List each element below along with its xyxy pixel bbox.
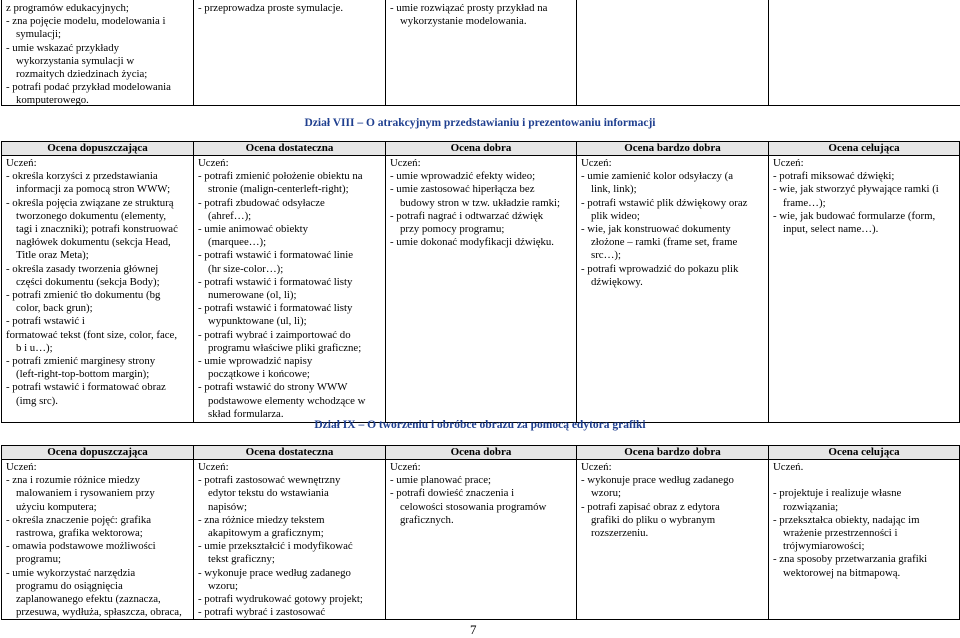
s8-cell-dobra [386,156,577,423]
s9-cell-dobra [386,460,577,620]
s9-cell-celujaca [769,460,960,620]
cell-line: celowości stosowania programów [400,500,547,513]
continuation-row [1,0,960,106]
cell-line: - potrafi nagrać i odtwarzać dźwięk [390,209,544,222]
cell-line: - potrafi zmienić położenie obiektu na [198,170,363,183]
cell-line: wektorowej na bitmapową. [783,566,901,579]
cell-line: - potrafi zmienić tło dokumentu (bg [6,289,161,302]
cell-line: komputerowego. [16,94,89,107]
cell-line: malowaniem i rysowaniem przy [16,487,155,500]
cell-line: tekst graficzny; [208,553,275,566]
s8-cell-dopuszczajaca [2,156,194,423]
cell-line: - określa znaczenie pojęć: grafika [6,513,152,526]
section9-content-row [2,460,960,620]
s9-cell-bardzo-dobra [577,460,769,620]
cell-line: link, link); [591,183,637,196]
cell-line: - wie, jak budować formularze (form, [773,209,936,222]
cell-line: Uczeń: [6,461,37,473]
cell-line: - umie wprowadzić napisy [198,355,313,368]
cell-line: - potrafi dowieść znaczenia i [390,487,515,500]
cell-line: - potrafi wstawić i formatować listy [198,275,353,288]
top-cell-2 [194,0,386,105]
cell-line: (img src). [16,394,58,407]
s8-cell-celujaca [769,156,960,423]
cell-line: Uczeń. [773,461,804,473]
cell-line: - potrafi wybrać i zastosować [198,606,326,619]
cell-line: graficznych. [400,513,454,526]
cell-line: wrażenie przestrzenności i [783,527,898,540]
cell-line: (left-right-top-bottom margin); [16,368,150,381]
s9-cell-dostateczna [194,460,386,620]
cell-line: tagi i znaczniki); potrafi konstruować [16,223,178,236]
cell-line: - umie wykorzystać narzędzia [6,566,136,579]
top-cell-4 [577,0,769,105]
cell-line: input, select name…). [783,223,879,236]
cell-line: wykorzystanie modelowania. [400,15,527,28]
cell-line: edytor tekstu do wstawiania [208,487,329,500]
header-bardzo-dobra: Ocena bardzo dobra [577,142,769,156]
cell-line: Uczeń: [773,157,804,169]
cell-line: - umie dokonać modyfikacji dźwięku. [390,236,555,249]
top-cell-3 [386,0,577,105]
cell-line: frame…); [783,196,826,209]
cell-line: numerowane (ol, li); [208,289,297,302]
cell-line: rozszerzeniu. [591,527,649,540]
cell-line: tworzonego dokumentu (elementy, [16,209,167,222]
cell-line: z programów edukacyjnych; [6,2,129,14]
cell-line: - zna sposoby przetwarzania grafiki [773,553,928,566]
cell-line: (hr size-color…); [208,262,284,275]
cell-line: - potrafi wydrukować gotowy projekt; [198,593,363,606]
header-celujaca: Ocena celująca [769,142,960,156]
cell-line: części dokumentu (sekcja Body); [16,275,160,288]
section8-content-row [2,156,960,423]
cell-line: color, back grun); [16,302,93,315]
section8-table [1,141,960,423]
cell-line: - umie wskazać przykłady [6,41,120,54]
cell-line: skład formularza. [208,407,284,420]
cell-line: wykorzystania symulacji w [16,54,135,67]
cell-line: akapitowym a graficznym; [208,527,324,540]
cell-line: - potrafi podać przykład modelowania [6,81,171,94]
cell-line: programu właściwe pliki graficzne; [208,341,362,354]
cell-line: wypunktowane (ul, li); [208,315,307,328]
cell-line: - umie planować prace; [390,474,492,487]
cell-line: - wykonuje prace według zadanego [581,474,734,487]
cell-line: - potrafi wybrać i zaimportować do [198,328,351,341]
header-dopuszczajaca: Ocena dopuszczająca [2,446,194,460]
cell-line: - umie zastosować hiperłącza bez [390,183,535,196]
cell-line: trójwymiarowości; [783,540,865,553]
cell-line: - określa pojęcia związane ze strukturą [6,196,174,209]
cell-line: nagłówek dokumentu (sekcja Head, [16,236,171,249]
cell-line: - wie, jak stworzyć pływające ramki (i [773,183,939,196]
cell-line: - potrafi zmienić marginesy strony [6,355,156,368]
section9-table [1,445,960,620]
cell-line: Uczeń: [198,157,229,169]
top-cell-1 [2,0,194,105]
section8-title: Dział VIII – O atrakcyjnym przedstawianiu i prezentowaniu informacji [304,117,656,129]
cell-line: - umie rozwiązać prosty przykład na [390,2,548,14]
cell-line: - zna pojęcie modelu, modelowania i [6,15,166,28]
cell-line: użyciu komputera; [16,500,97,513]
cell-line: - umie przekształcić i modyfikować [198,540,353,553]
cell-line: programu; [16,553,61,566]
cell-line: wzoru; [591,487,621,500]
section8-header-row [2,142,960,156]
page-number: 7 [470,622,477,637]
section9-title: Dział IX – O tworzeniu i obróbce obrazu za pomocą edytora grafiki [314,419,646,431]
cell-line: - potrafi zbudować odsyłacze [198,196,325,209]
cell-line: symulacji; [16,28,61,41]
cell-line: Uczeń: [581,461,612,473]
cell-line: - potrafi wstawić plik dźwiękowy oraz [581,196,748,209]
header-dobra: Ocena dobra [386,446,577,460]
header-dobra: Ocena dobra [386,142,577,156]
cell-line: przesuwa, wydłuża, spłaszcza, obraca, [16,606,182,619]
cell-line: zaplanowanego efektu (zaznacza, [16,593,161,606]
cell-line: - projektuje i realizuje własne [773,487,902,500]
header-dostateczna: Ocena dostateczna [194,142,386,156]
cell-line: Title oraz Meta); [16,249,89,262]
cell-line: - potrafi wstawić do strony WWW [198,381,348,394]
cell-line: napisów; [208,500,247,513]
cell-line: - potrafi wprowadzić do pokazu plik [581,262,739,275]
cell-line: podstawowe elementy wchodzące w [208,394,366,407]
cell-line: b i u…); [16,341,53,354]
cell-line: wzoru; [208,579,238,592]
cell-line: rozmaitych dziedzinach życia; [16,68,148,81]
cell-line: src…); [591,249,621,262]
cell-line: - potrafi wstawić i [6,315,85,328]
cell-line: dźwiękowy. [591,275,643,288]
cell-line: - umie zamienić kolor odsyłaczy (a [581,170,733,183]
cell-line: przy pomocy programu; [400,223,505,236]
section9-header-row [2,446,960,460]
cell-line: Uczeń: [581,157,612,169]
cell-line: - zna różnice miedzy tekstem [198,513,325,526]
cell-line: Uczeń: [390,461,421,473]
cell-line: Uczeń: [390,157,421,169]
cell-line: początkowe i końcowe; [208,368,310,381]
cell-line: (marquee…); [208,236,267,249]
cell-line: - wykonuje prace według zadanego [198,566,351,579]
cell-line: - określa zasady tworzenia głównej [6,262,159,275]
cell-line: programu do osiągnięcia [16,579,123,592]
cell-line: - określa korzyści z przedstawiania [6,170,158,183]
s9-cell-dopuszczajaca [2,460,194,620]
cell-line: rastrowa, grafika wektorowa; [16,527,143,540]
cell-line: grafiki do pliku o wybranym [591,513,716,526]
cell-line: - potrafi wstawić i formatować listy [198,302,353,315]
cell-line: rozwiązania; [783,500,839,513]
cell-line: - potrafi zapisać obraz z edytora [581,500,720,513]
cell-line: - przekształca obiekty, nadając im [773,513,920,526]
cell-line: budowy stron w tzw. układzie ramki; [400,196,561,209]
cell-line [773,474,955,487]
cell-line: - wie, jak konstruować dokumenty [581,223,731,236]
cell-line: - potrafi wstawić i formatować linie [198,249,353,262]
top-cell-5 [769,0,960,105]
cell-line: plik wideo; [591,209,640,222]
cell-line: formatować tekst (font size, color, face, [6,328,178,341]
cell-line: - potrafi miksować dźwięki; [773,170,895,183]
s8-cell-bardzo-dobra [577,156,769,423]
cell-line: - przeprowadza proste symulacje. [198,2,344,14]
cell-line: informacji za pomocą stron WWW; [16,183,171,196]
cell-line: - umie animować obiekty [198,223,309,236]
cell-line: - omawia podstawowe możliwości [6,540,156,553]
cell-line: - potrafi wstawić i formatować obraz [6,381,166,394]
header-dopuszczajaca: Ocena dopuszczająca [2,142,194,156]
header-dostateczna: Ocena dostateczna [194,446,386,460]
cell-line: - zna i rozumie różnice miedzy [6,474,140,487]
cell-line: - potrafi zastosować wewnętrzny [198,474,341,487]
cell-line: (ahref…); [208,209,252,222]
cell-line: złożone – ramki (frame set, frame [591,236,738,249]
cell-line: Uczeń: [6,157,37,169]
cell-line: - umie wprowadzić efekty wideo; [390,170,536,183]
s8-cell-dostateczna [194,156,386,423]
cell-line: Uczeń: [198,461,229,473]
header-celujaca: Ocena celująca [769,446,960,460]
cell-line: stronie (malign-centerleft-right); [208,183,349,196]
header-bardzo-dobra: Ocena bardzo dobra [577,446,769,460]
